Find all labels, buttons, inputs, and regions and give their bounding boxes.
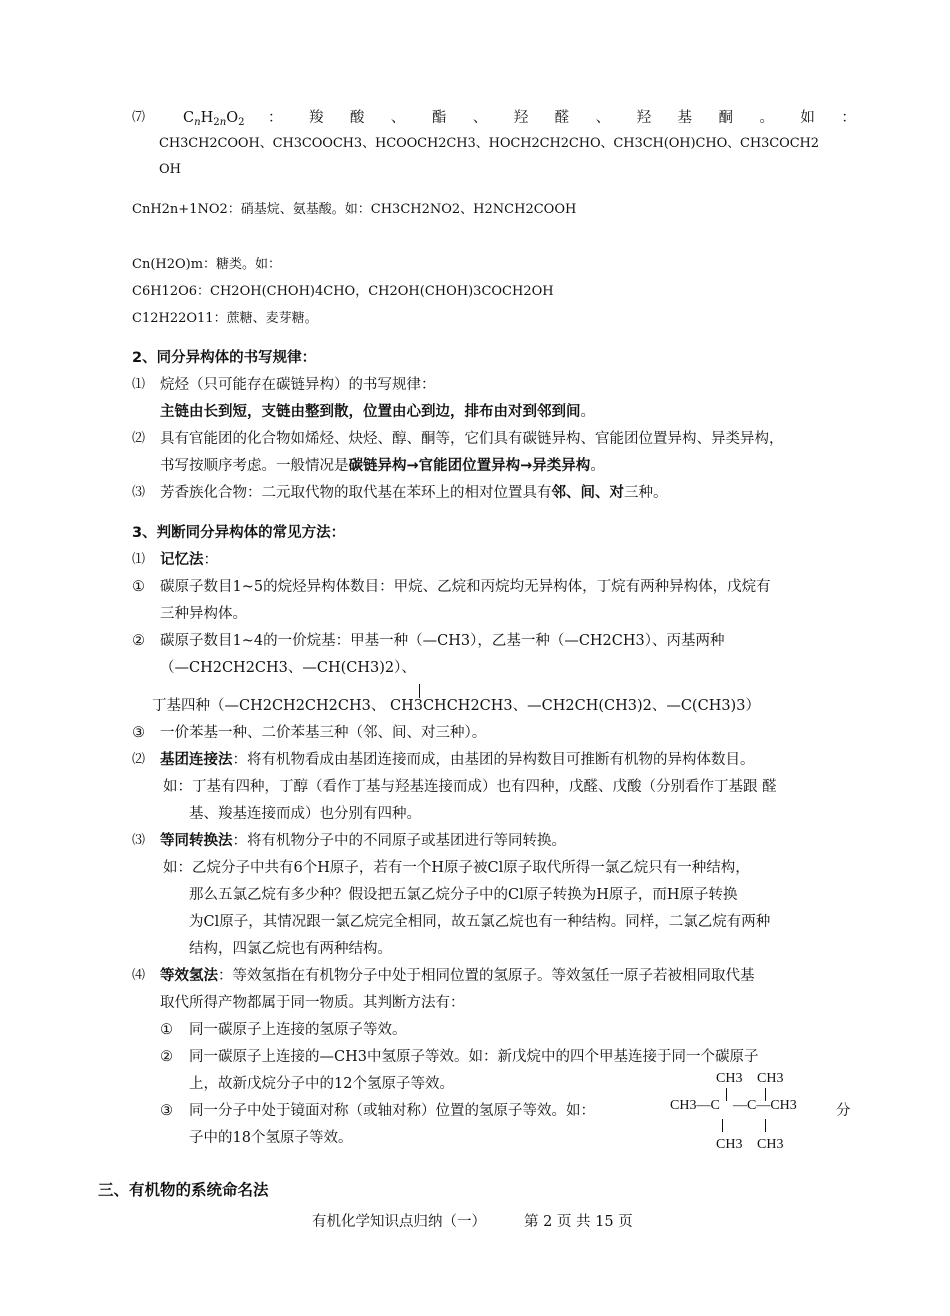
sec3-e3-line2: 子中的18个氢原子等效。 [189, 1130, 353, 1146]
item7-examples-tail: OH [159, 162, 181, 177]
sec3-e2-line2: 上，故新戊烷分子中的12个氢原子等效。 [189, 1076, 454, 1092]
sec3-c3-number: ③ [132, 725, 145, 741]
item7-word: 酸 [349, 110, 365, 126]
item7-word: ： [841, 110, 856, 126]
item7-word: 酯 [431, 110, 447, 126]
sec3-m2-number: ⑵ [132, 752, 146, 767]
sec3-c1-line1: 碳原子数目1~5的烷烃异构体数目：甲烷、乙烷和丙烷均无异构体，丁烷有两种异构体，戊烷有 [160, 579, 771, 595]
item7-word: 、 [595, 110, 611, 126]
item7-word: 羧 [308, 110, 324, 126]
structure-bottom-right: CH3 [757, 1137, 784, 1152]
sec3-m2: 基团连接法：将有机物看成由基团连接而成，由基团的异构数目可推断有机物的异构体数目。 [160, 752, 755, 768]
sec3-m3-number: ⑶ [132, 833, 146, 848]
section3-heading: 3、判断同分异构体的常见方法： [132, 525, 346, 541]
sec3-m2-example-2: 基、羧基连接而成）也分别有四种。 [189, 806, 421, 822]
item7-word: 如 [800, 110, 815, 126]
sec2-p2-order: 碳链异构→官能团位置异构→异类异构 [348, 458, 591, 474]
structure-top-left: CH3 [716, 1071, 743, 1086]
item7-word: 羟 [513, 110, 529, 126]
sec3-e3-number: ③ [160, 1103, 173, 1119]
item7-number: ⑺ [132, 110, 146, 125]
bond-top-left [726, 1088, 727, 1101]
sec3-m1-number: ⑴ [132, 552, 146, 567]
sec3-m3-example-1: 如：乙烷分子中共有6个H原子，若有一个H原子被Cl原子取代所得一氯乙烷只有一种结构， [163, 860, 750, 876]
section2-heading: 2、同分异构体的书写规律： [132, 350, 317, 366]
item7-word: 酮 [718, 110, 733, 126]
sec3-c2-line2: （—CH2CH2CH3、—CH(CH3)2）、 [160, 660, 416, 676]
sec3-m1-title: 记忆法： [160, 552, 218, 568]
sec2-p3: 芳香族化合物：二元取代物的取代基在苯环上的相对位置具有邻、间、对三种。 [160, 485, 668, 501]
sec2-p2-line2: 书写按顺序考虑。一般情况是碳链异构→官能团位置异构→异类异构。 [160, 458, 605, 474]
sec3-e3-tail: 分 [836, 1103, 851, 1119]
structure-top-right: CH3 [757, 1071, 784, 1086]
section-title: 三、有机物的系统命名法 [98, 1181, 269, 1199]
item7-word: 、 [390, 110, 406, 126]
sec3-e2-number: ② [160, 1049, 173, 1065]
sec2-p3-number: ⑶ [132, 485, 146, 500]
sec3-m4: 等效氢法：等效氢指在有机物分子中处于相同位置的氢原子。等效氢任一原子若被相同取代基 [160, 968, 755, 984]
sec3-m4-line2: 取代所得产物都属于同一物质。其判断方法有： [160, 995, 465, 1011]
sec3-c2-line3-cont: CH3CHCH2CH3、—CH2CH(CH3)2、—C(CH3)3） [390, 698, 760, 714]
sec3-e3-line1: 同一分子中处于镜面对称（或轴对称）位置的氢原子等效。如： [189, 1103, 595, 1119]
sec3-c2-line3: 丁基四种（—CH2CH2CH2CH3、 [152, 698, 386, 714]
sec3-e2-line1: 同一碳原子上连接的—CH3中氢原子等效。如：新戊烷中的四个甲基连接于同一个碳原子 [189, 1049, 759, 1065]
footer-title: 有机化学知识点归纳（一） [312, 1214, 486, 1230]
item7-word: 基 [677, 110, 693, 126]
item9-line2: C6H12O6：CH2OH(CHOH)4CHO，CH2OH(CHOH)3COCH2OH [132, 284, 554, 299]
item7-description [268, 108, 856, 128]
item7-examples: CH3CH2COOH、CH3COOCH3、HCOOCH2CH3、HOCH2CH2CHO、CH3CH(OH)CHO、CH3COCH2 [159, 136, 819, 151]
footer-page-number: 第 2 页 共 15 页 [524, 1214, 633, 1230]
sec2-p1-number: ⑴ [132, 377, 146, 392]
sec2-p1: 烷烃（只可能存在碳链异构）的书写规律： [160, 377, 436, 393]
sec3-c3: 一价苯基一种、二价苯基三种（邻、间、对三种）。 [160, 725, 487, 741]
sec2-p1-rule-line: 主链由长到短，支链由整到散，位置由心到边，排布由对到邻到间。 [160, 404, 595, 420]
sec3-m3-example-4: 结构，四氯乙烷也有两种结构。 [189, 941, 392, 957]
sec3-m3: 等同转换法：将有机物分子中的不同原子或基团进行等同转换。 [160, 833, 566, 849]
item7-word: 。 [759, 110, 774, 126]
bond-bottom-left [722, 1119, 723, 1132]
bond-bottom-right [765, 1119, 766, 1132]
item8-text: CnH2n+1NO2：硝基烷、氨基酸。如：CH3CH2NO2、H2NCH2COOH [132, 202, 577, 217]
sec3-e1-number: ① [160, 1022, 173, 1038]
item7-word: 、 [472, 110, 488, 126]
sec3-c1-line2: 三种异构体。 [160, 606, 247, 622]
sec3-e1: 同一碳原子上连接的氢原子等效。 [189, 1022, 407, 1038]
sec3-m3-example-2: 那么五氯乙烷有多少种？假设把五氯乙烷分子中的Cl原子转换为H原子，而H原子转换 [189, 887, 738, 903]
sec3-m4-number: ⑷ [132, 968, 146, 983]
item9-line3: C12H22O11：蔗糖、麦芽糖。 [132, 311, 318, 326]
structure-mid: —C—CH3 [733, 1098, 797, 1113]
item7-word: ： [268, 110, 283, 126]
item7-word: 羟 [636, 110, 652, 126]
sec2-p1-rule: 主链由长到短，支链由整到散，位置由心到边，排布由对到邻到间 [160, 404, 581, 420]
sec2-p2-line1: 具有官能团的化合物如烯烃、炔烃、醇、酮等，它们具有碳链异构、官能团位置异构、异类异构， [160, 431, 784, 447]
sec3-c1-number: ① [132, 579, 145, 595]
item9-text: Cn(H2O)m：糖类。如： [132, 257, 282, 272]
sec3-m3-example-3: 为Cl原子，其情况跟一氯乙烷完全相同，故五氯乙烷也有一种结构。同样，二氯乙烷有两种 [189, 914, 771, 930]
item7-formula: $C_nH_{2n}O_2$ [183, 110, 245, 128]
structure-left: CH3—C [670, 1098, 720, 1113]
structure-bottom-left: CH3 [716, 1137, 743, 1152]
item7-word: 醛 [554, 110, 570, 126]
sec3-c2-line1: 碳原子数目1~4的一价烷基：甲基一种（—CH3），乙基一种（—CH2CH3）、丙基两种 [160, 633, 725, 649]
sec3-c2-number: ② [132, 633, 145, 649]
sec3-m2-example-1: 如：丁基有四种，丁醇（看作丁基与羟基连接而成）也有四种，戊醛、戊酸（分别看作丁基跟 醛 [163, 779, 777, 795]
sec2-p2-number: ⑵ [132, 431, 146, 446]
